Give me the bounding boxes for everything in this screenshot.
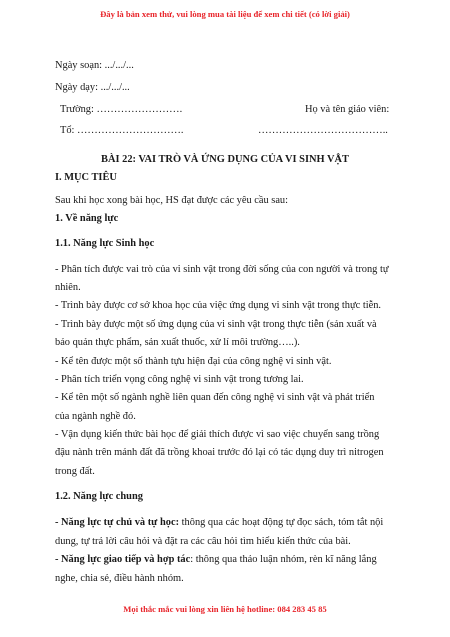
bio-line: - Kể tên được một số thành tựu hiện đại của công nghệ vi sinh vật.: [55, 356, 332, 367]
teach-date: Ngày dạy: .../.../...: [55, 82, 130, 93]
bio-line: - Trình bày được một số ứng dụng của vi sinh vật trong thực tiễn (sản xuất và: [55, 319, 377, 330]
bio-line: - Trình bày được cơ sở khoa học của việc ứng dụng vi sinh vật trong thực tiễn.: [55, 300, 381, 311]
section-objectives: I. MỤC TIÊU: [55, 172, 117, 183]
teacher-name-field: Họ và tên giáo viên:: [305, 104, 390, 115]
prep-date: Ngày soạn: .../.../...: [55, 60, 134, 71]
bio-line: nhiên.: [55, 282, 81, 293]
general-self-study-line: [55, 518, 383, 528]
self-study-label: - Năng lực tự chủ và tự học:: [55, 517, 180, 528]
communication-text: : thông qua thảo luận nhóm, rèn kĩ năng lắng: [190, 554, 377, 565]
bio-line: đậu nành trên mảnh đất đã trồng khoai trước đó lại có tác dụng duy trì nitrogen: [55, 447, 384, 458]
bio-line: - Kể tên một số ngành nghề liên quan đến công nghệ vi sinh vật và phát triển: [55, 392, 375, 403]
self-study-text: thông qua các hoạt động tự đọc sách, tóm tắt nội: [179, 517, 384, 528]
bio-line: trong đất.: [55, 466, 95, 477]
lesson-title: BÀI 22: VAI TRÒ VÀ ỨNG DỤNG CỦA VI SINH VẬT: [101, 154, 349, 165]
bio-line: của ngành nghề đó.: [55, 411, 136, 422]
general-self-study-cont: dung, tự trả lời câu hỏi và đặt ra các câu hỏi tìm hiểu kiến thức của bài.: [55, 536, 351, 547]
preview-notice-banner: Đây là bản xem thử, vui lòng mua tài liệu để xem chi tiết (có lời giải): [100, 9, 350, 19]
bio-line: - Vận dụng kiến thức bài học để giải thích được vì sao việc chuyển sang trồng: [55, 429, 380, 440]
hotline-footer: Mọi thắc mắc vui lòng xin liên hệ hotline: 084 283 45 85: [123, 604, 327, 614]
group-field: Tổ: ………………………….: [60, 125, 184, 136]
subheading-general-competence: 1.2. Năng lực chung: [55, 491, 143, 502]
intro-text: Sau khi học xong bài học, HS đạt được các yêu cầu sau:: [55, 195, 289, 206]
school-field: Trường: …………………….: [60, 104, 183, 115]
communication-label: - Năng lực giao tiếp và hợp tác: [55, 554, 191, 565]
general-communication-line: [55, 555, 377, 565]
bio-line: - Phân tích triển vọng công nghệ vi sinh vật trong tương lai.: [55, 374, 304, 385]
subheading-bio-competence: 1.1. Năng lực Sinh học: [55, 238, 155, 249]
general-communication-cont: nghe, chia sẻ, điều hành nhóm.: [55, 573, 184, 584]
bio-line: bảo quản thực phẩm, sản xuất thuốc, xử lí môi trường…..).: [55, 337, 300, 348]
group-dots-field: ………………………………..: [258, 125, 388, 136]
subheading-competence: 1. Về năng lực: [55, 213, 119, 224]
bio-line: - Phân tích được vai trò của vi sinh vật trong đời sống của con người và trong tự: [55, 264, 389, 275]
